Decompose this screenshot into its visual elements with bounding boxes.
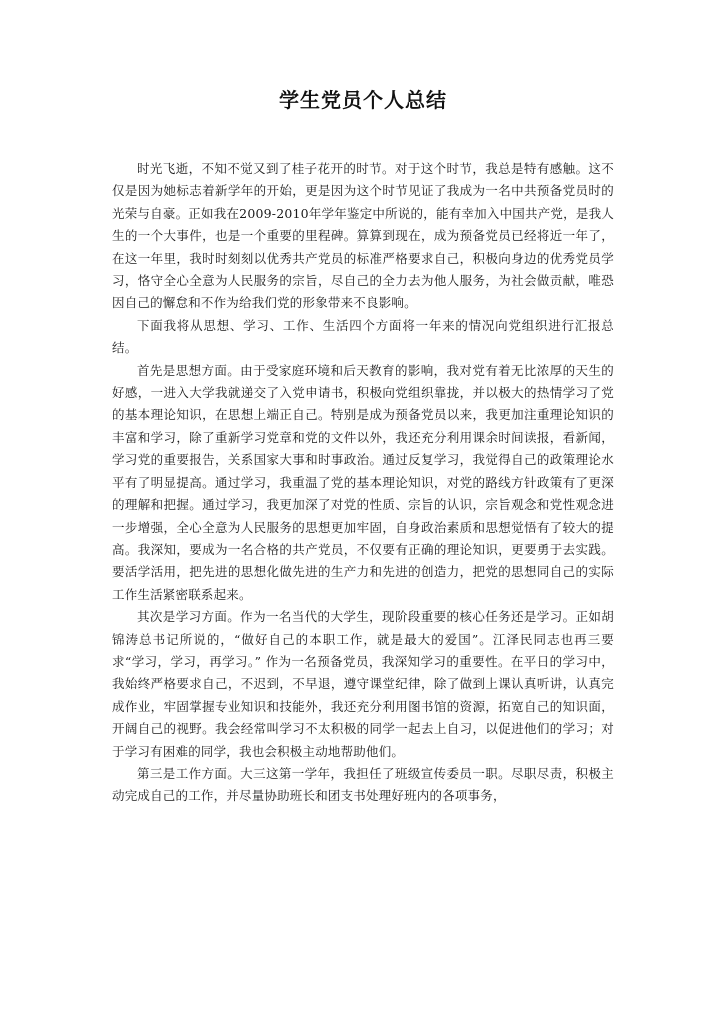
paragraph-work: 第三是工作方面。大三这第一学年，我担任了班级宣传委员一职。尽职尽责，积极主动完成自己的工作，并尽量协助班长和团支书处理好班内的各项事务， <box>112 765 614 804</box>
document-title: 学生党员个人总结 <box>279 88 447 112</box>
paragraph-thought: 首先是思想方面。由于受家庭环境和后天教育的影响，我对党有着无比浓厚的天生的好感，一进入大学我就递交了入党申请书，积极向党组织靠拢，并以极大的热情学习了党的基本理论知识，在思想上端正自己。特别是成为预备党员以来，我更加注重理论知识的丰富和学习，除了重新学习党章和党的文件以外，我还充分利用课余时间读报，看新闻，学习党的重要报告，关系国家大事和时事政治。通过反复学习，我觉得自己的政策理论水平有了明显提高。通过学习，我重温了党的基本理论知识，对党的路线方针政策有了更深的理解和把握。通过学习，我更加深了对党的性质、宗旨的认识，宗旨观念和党性观念进一步增强，全心全意为人民服务的思想更加牢固，自身政治素质和思想觉悟有了较大的提高。我深知，要成为一名合格的共产党员，不仅要有正确的理论知识，更要勇于去实践。要活学活用，把先进的思想化做先进的生产力和先进的创造力，把党的思想同自己的实际工作生活紧密联系起来。 <box>112 362 614 602</box>
paragraph-study: 其次是学习方面。作为一名当代的大学生，现阶段重要的核心任务还是学习。正如胡锦涛总书记所说的，“做好自己的本职工作，就是最大的爱国”。江泽民同志也再三要求“学习，学习，再学习。” 作为一名预备党员，我深知学习的重要性。在平日的学习中，我始终严格要求自己，不迟到，不早退，遵守课堂纪律，除了做到上课认真听讲，认真完成作业，牢固掌握专业知识和技能外，我还充分利用图书馆的资源，拓宽自己的知识面，开阔自己的视野。我会经常叫学习不太积极的同学一起去上自习，以促进他们的学习；对于学习有困难的同学，我也会积极主动地帮助他们。 <box>112 609 614 759</box>
document-page <box>112 86 614 808</box>
paragraph-overview: 下面我将从思想、学习、工作、生活四个方面将一年来的情况向党组织进行汇报总结。 <box>112 317 614 356</box>
paragraph-intro: 时光飞逝，不知不觉又到了桂子花开的时节。对于这个时节，我总是特有感触。这不仅是因为她标志着新学年的开始，更是因为这个时节见证了我成为一名中共预备党员时的光荣与自豪。正如我在2009-2010年学年鉴定中所说的，能有幸加入中国共产党，是我人生的一个大事件，也是一个重要的里程碑。算算到现在，成为预备党员已经将近一年了，在这一年里，我时时刻刻以优秀共产党员的标准严格要求自己，积极向身边的优秀党员学习，恪守全心全意为人民服务的宗旨，尽自己的全力去为他人服务，为社会做贡献，唯恐因自己的懈怠和不作为给我们党的形象带来不良影响。 <box>112 161 614 311</box>
